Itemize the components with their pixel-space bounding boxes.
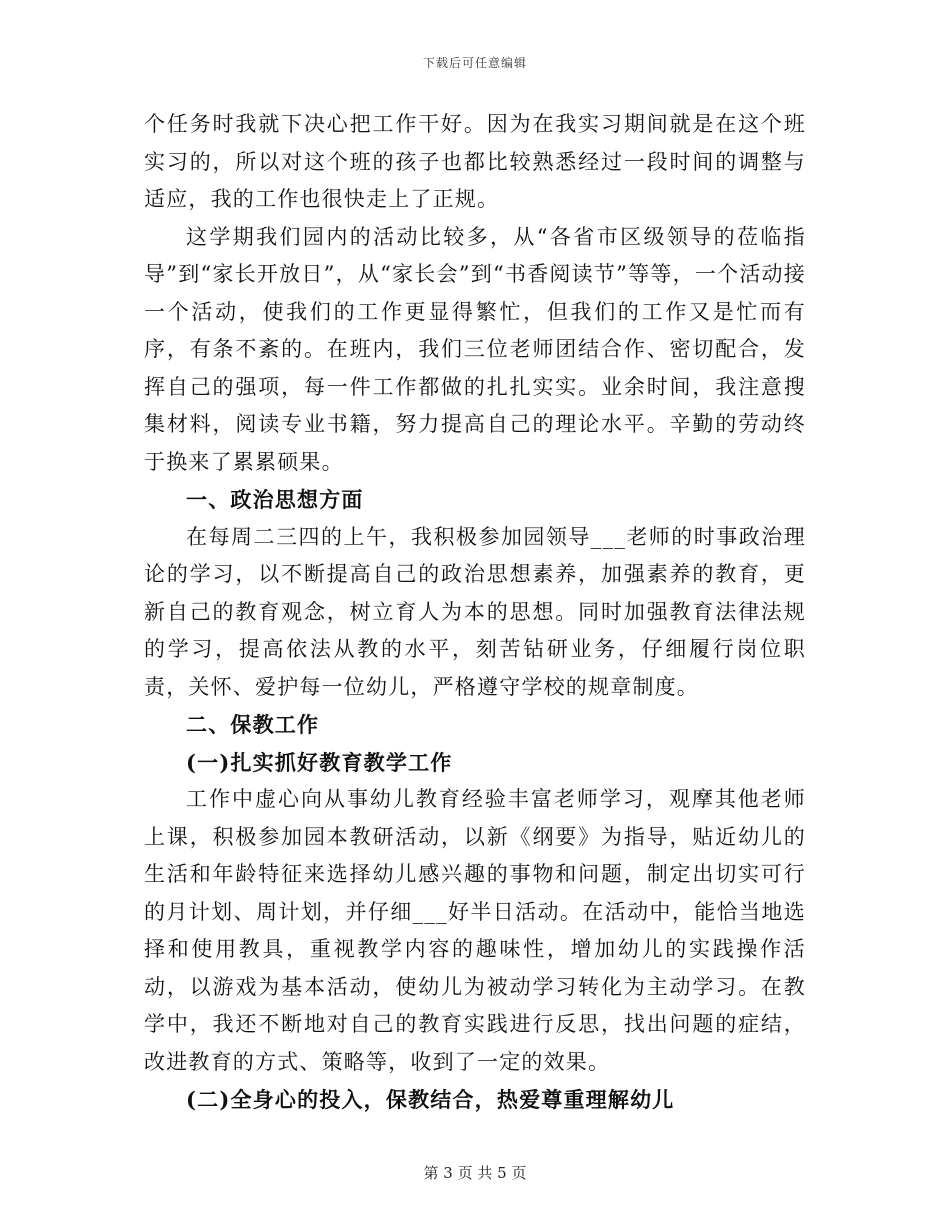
section-heading-politics: 一、政治思想方面 — [186, 487, 364, 512]
paragraph-teaching: 工作中虚心向从事幼儿教育经验丰富老师学习，观摩其他老师上课，积极参加园本教研活动，以新《纲要》为指导，贴近幼儿的生活和年龄特征来选择幼儿感兴趣的事物和问题，制定出切实可行的月计划、周计划，并仔细___好半日活动。在活动中，能恰当地选择和使用教具，重视教学内容的趣味性，增加幼儿的实践操作活动，以游戏为基本活动，使幼儿为被动学习转化为主动学习。在教学中，我还不断地对自己的教育实践进行反思，找出问题的症结，改进教育的方式、策略等，收到了一定的效果。 — [144, 787, 806, 1074]
page-header: 下载后可任意编辑 — [422, 56, 527, 70]
paragraph-continuation: 个任务时我就下决心把工作干好。因为在我实习期间就是在这个班实习的，所以对这个班的孩子也都比较熟悉经过一段时间的调整与适应，我的工作也很快走上了正规。 — [144, 112, 806, 211]
subsection-heading-teaching: (一)扎实抓好教育教学工作 — [186, 749, 453, 775]
page-footer: 第 3 页 共 5 页 — [423, 1164, 527, 1182]
paragraph-activities: 这学期我们园内的活动比较多，从“各省市区级领导的莅临指导”到“家长开放日”，从“家长会”到“书香阅读节”等等，一个活动接一个活动，使我们的工作更显得繁忙，但我们的工作又是忙而有序，有条不紊的。在班内，我们三位老师团结合作、密切配合，发挥自己的强项，每一件工作都做的扎扎实实。业余时间，我注意搜集材料，阅读专业书籍，努力提高自己的理论水平。辛勤的劳动终于换来了累累硕果。 — [144, 224, 806, 474]
document-body — [144, 106, 806, 1119]
paragraph-politics: 在每周二三四的上午，我积极参加园领导___老师的时事政治理论的学习，以不断提高自己的政治思想素养，加强素养的教育，更新自己的教育观念，树立育人为本的思想。同时加强教育法律法规的学习，提高依法从教的水平，刻苦钻研业务，仔细履行岗位职责，关怀、爱护每一位幼儿，严格遵守学校的规章制度。 — [144, 524, 806, 699]
section-heading-care-education: 二、保教工作 — [186, 712, 320, 737]
subsection-heading-dedication: (二)全身心的投入，保教结合，热爱尊重理解幼儿 — [186, 1087, 675, 1112]
